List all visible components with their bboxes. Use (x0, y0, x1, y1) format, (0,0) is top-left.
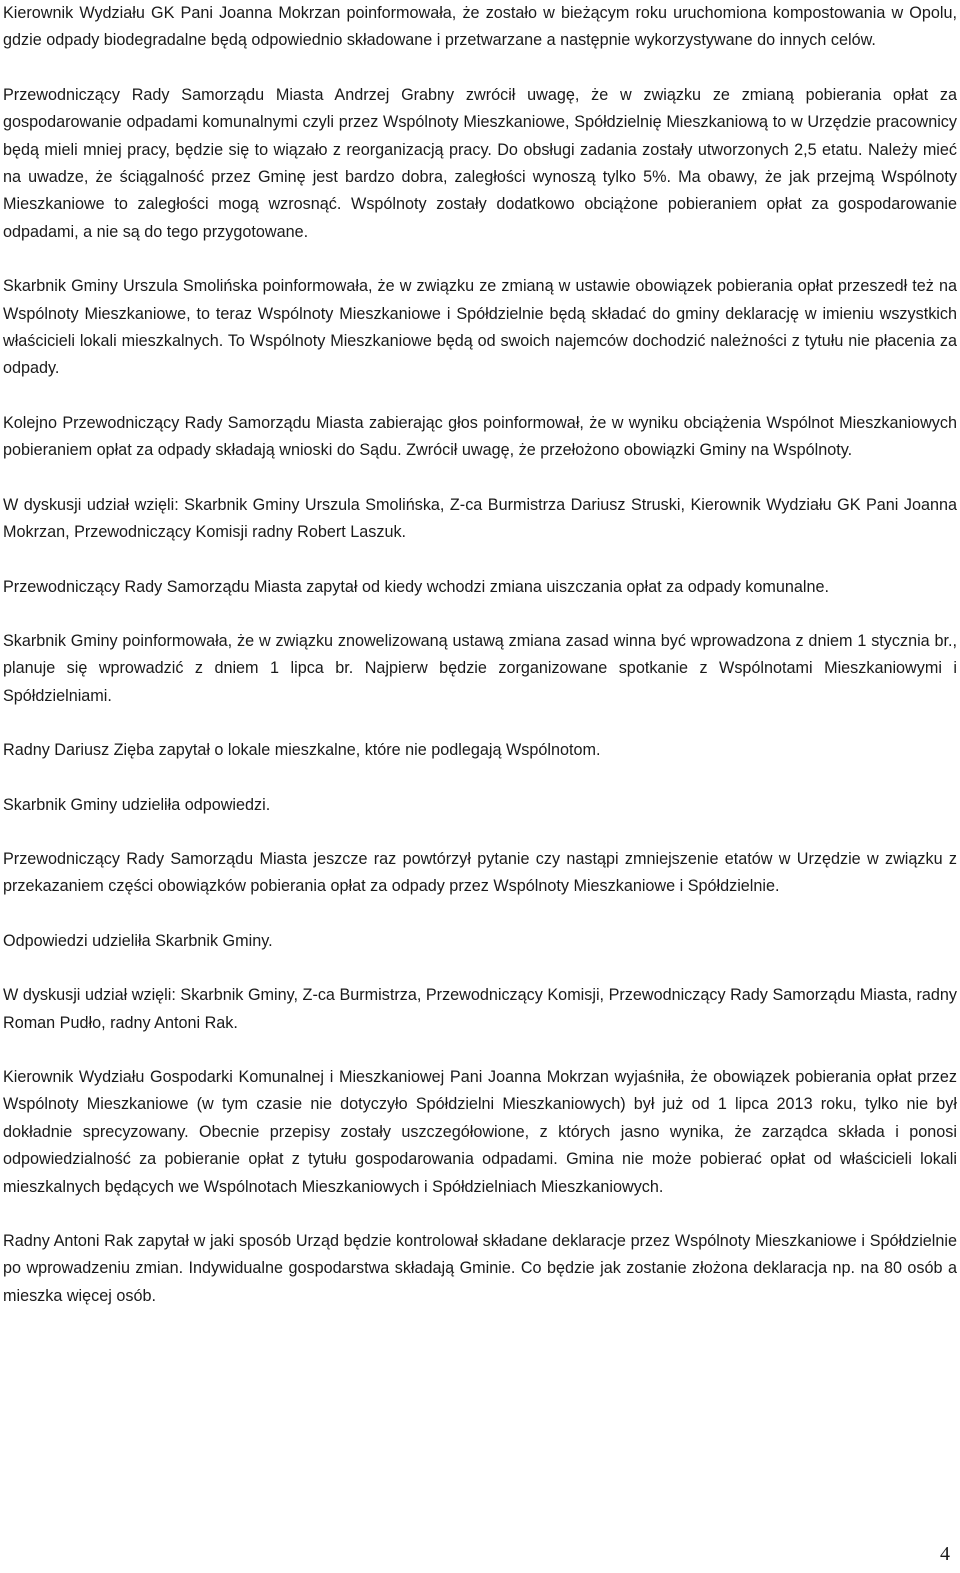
paragraph-2: Przewodniczący Rady Samorządu Miasta Andrzej Grabny zwrócił uwagę, że w związku ze zmianą pobierania opłat za gospodarowanie odpadami komunalnymi czyli przez Wspólnoty Mieszkaniowe, Spółdzielnię Mieszkaniową to w Urzędzie pracownicy będą mieli mniej pracy, będzie się to wiązało z reorganizacją pracy. Do obsługi zadania zostały utworzonych 2,5 etatu. Należy mieć na uwadze, że ściągalność przez Gminę jest bardzo dobra, zaległości wynoszą tylko 5%. Ma obawy, że jak przejmą Wspólnoty Mieszkaniowe to zaległości mogą wzrosnąć. Wspólnoty zostały dodatkowo obciążone pobieraniem opłat za gospodarowanie odpadami, a nie są do tego przygotowane. (3, 85, 957, 241)
paragraph-gap (3, 710, 957, 737)
paragraph-gap (3, 465, 957, 492)
paragraph-gap (3, 901, 957, 928)
paragraph-9: Skarbnik Gminy udzieliła odpowiedzi. (3, 795, 271, 814)
paragraph-gap (3, 601, 957, 628)
paragraph-3: Skarbnik Gminy Urszula Smolińska poinformowała, że w związku ze zmianą w ustawie obowiązek pobierania opłat przeszedł też na Wspólnoty Mieszkaniowe, to teraz Wspólnoty Mieszkaniowe i Spółdzielnie będą składać do gminy deklarację w imieniu wszystkich właścicieli lokali mieszkalnych. To Wspólnoty Mieszkaniowe będą od swoich najemców dochodzić należności z tytułu nie płacenia za odpady. (3, 277, 957, 378)
document-page (3, 0, 957, 1310)
paragraph-14: Radny Antoni Rak zapytał w jaki sposób Urząd będzie kontrolował składane deklaracje przez Wspólnoty Mieszkaniowe i Spółdzielnie po wprowadzeniu zmian. Indywidualne gospodarstwa składają Gminie. Co będzie jak zostanie złożona deklaracja np. na 80 osób a mieszka więcej osób. (3, 1232, 957, 1305)
paragraph-8: Radny Dariusz Zięba zapytał o lokale mieszkalne, które nie podlegają Wspólnotom. (3, 741, 601, 760)
paragraph-gap (3, 955, 957, 982)
paragraph-7: Skarbnik Gminy poinformowała, że w związku znowelizowaną ustawą zmiana zasad winna być wprowadzona z dniem 1 stycznia br., planuje się wprowadzić z dniem 1 lipca br. Najpierw będzie zorganizowane spotkanie z Wspólnotami Mieszkaniowymi i Spółdzielniami. (3, 631, 957, 705)
paragraph-gap (3, 1201, 957, 1228)
paragraph-gap (3, 383, 957, 410)
paragraph-11: Odpowiedzi udzieliła Skarbnik Gminy. (3, 931, 273, 950)
paragraph-13: Kierownik Wydziału Gospodarki Komunalnej i Mieszkaniowej Pani Joanna Mokrzan wyjaśniła, że obowiązek pobierania opłat przez Wspólnoty Mieszkaniowe (w tym czasie nie dotyczyło Spółdzielni Mieszkaniowych) był już od 1 lipca 2013 roku, tylko nie był dokładnie sprecyzowany. Obecnie przepisy zostały uszczegółowione, z których jasno wynika, że zarządca składa i ponosi odpowiedzialność za pobieranie opłat z tytułu gospodarowania odpadami. Gmina nie może pobierać opłat od właścicieli lokali mieszkalnych będących we Wspólnotach Mieszkaniowych i Spółdzielniach Mieszkaniowych. (3, 1067, 957, 1196)
paragraph-4: Kolejno Przewodniczący Rady Samorządu Miasta zabierając głos poinformował, że w wyniku obciążenia Wspólnot Mieszkaniowych pobieraniem opłat za odpady składają wnioski do Sądu. Zwrócił uwagę, że przełożono obowiązki Gminy na Wspólnoty. (3, 413, 957, 460)
page-number: 4 (940, 1543, 950, 1565)
paragraph-6: Przewodniczący Rady Samorządu Miasta zapytał od kiedy wchodzi zmiana uiszczania opłat za odpady komunalne. (3, 577, 829, 596)
paragraph-5: W dyskusji udział wzięli: Skarbnik Gminy Urszula Smolińska, Z-ca Burmistrza Dariusz Struski, Kierownik Wydziału GK Pani Joanna Mokrzan, Przewodniczący Komisji radny Robert Laszuk. (3, 495, 957, 542)
paragraph-12: W dyskusji udział wzięli: Skarbnik Gminy, Z-ca Burmistrza, Przewodniczący Komisji, Przewodniczący Rady Samorządu Miasta, radny Roman Pudło, radny Antoni Rak. (3, 986, 957, 1032)
paragraph-gap (3, 819, 957, 846)
paragraph-gap (3, 765, 957, 792)
paragraph-gap (3, 246, 957, 273)
paragraph-1: Kierownik Wydziału GK Pani Joanna Mokrzan poinformowała, że zostało w bieżącym roku uruchomiona kompostowania w Opolu, gdzie odpady biodegradalne będą odpowiednio składowane i przetwarzane a następnie wykorzystywane do innych celów. (3, 4, 957, 50)
paragraph-10: Przewodniczący Rady Samorządu Miasta jeszcze raz powtórzył pytanie czy nastąpi zmniejszenie etatów w Urzędzie w związku z przekazaniem części obowiązków pobierania opłat za odpady przez Wspólnoty Mieszkaniowe i Spółdzielnie. (3, 849, 957, 896)
paragraph-gap (3, 547, 957, 574)
paragraph-gap (3, 55, 957, 82)
paragraph-gap (3, 1037, 957, 1064)
